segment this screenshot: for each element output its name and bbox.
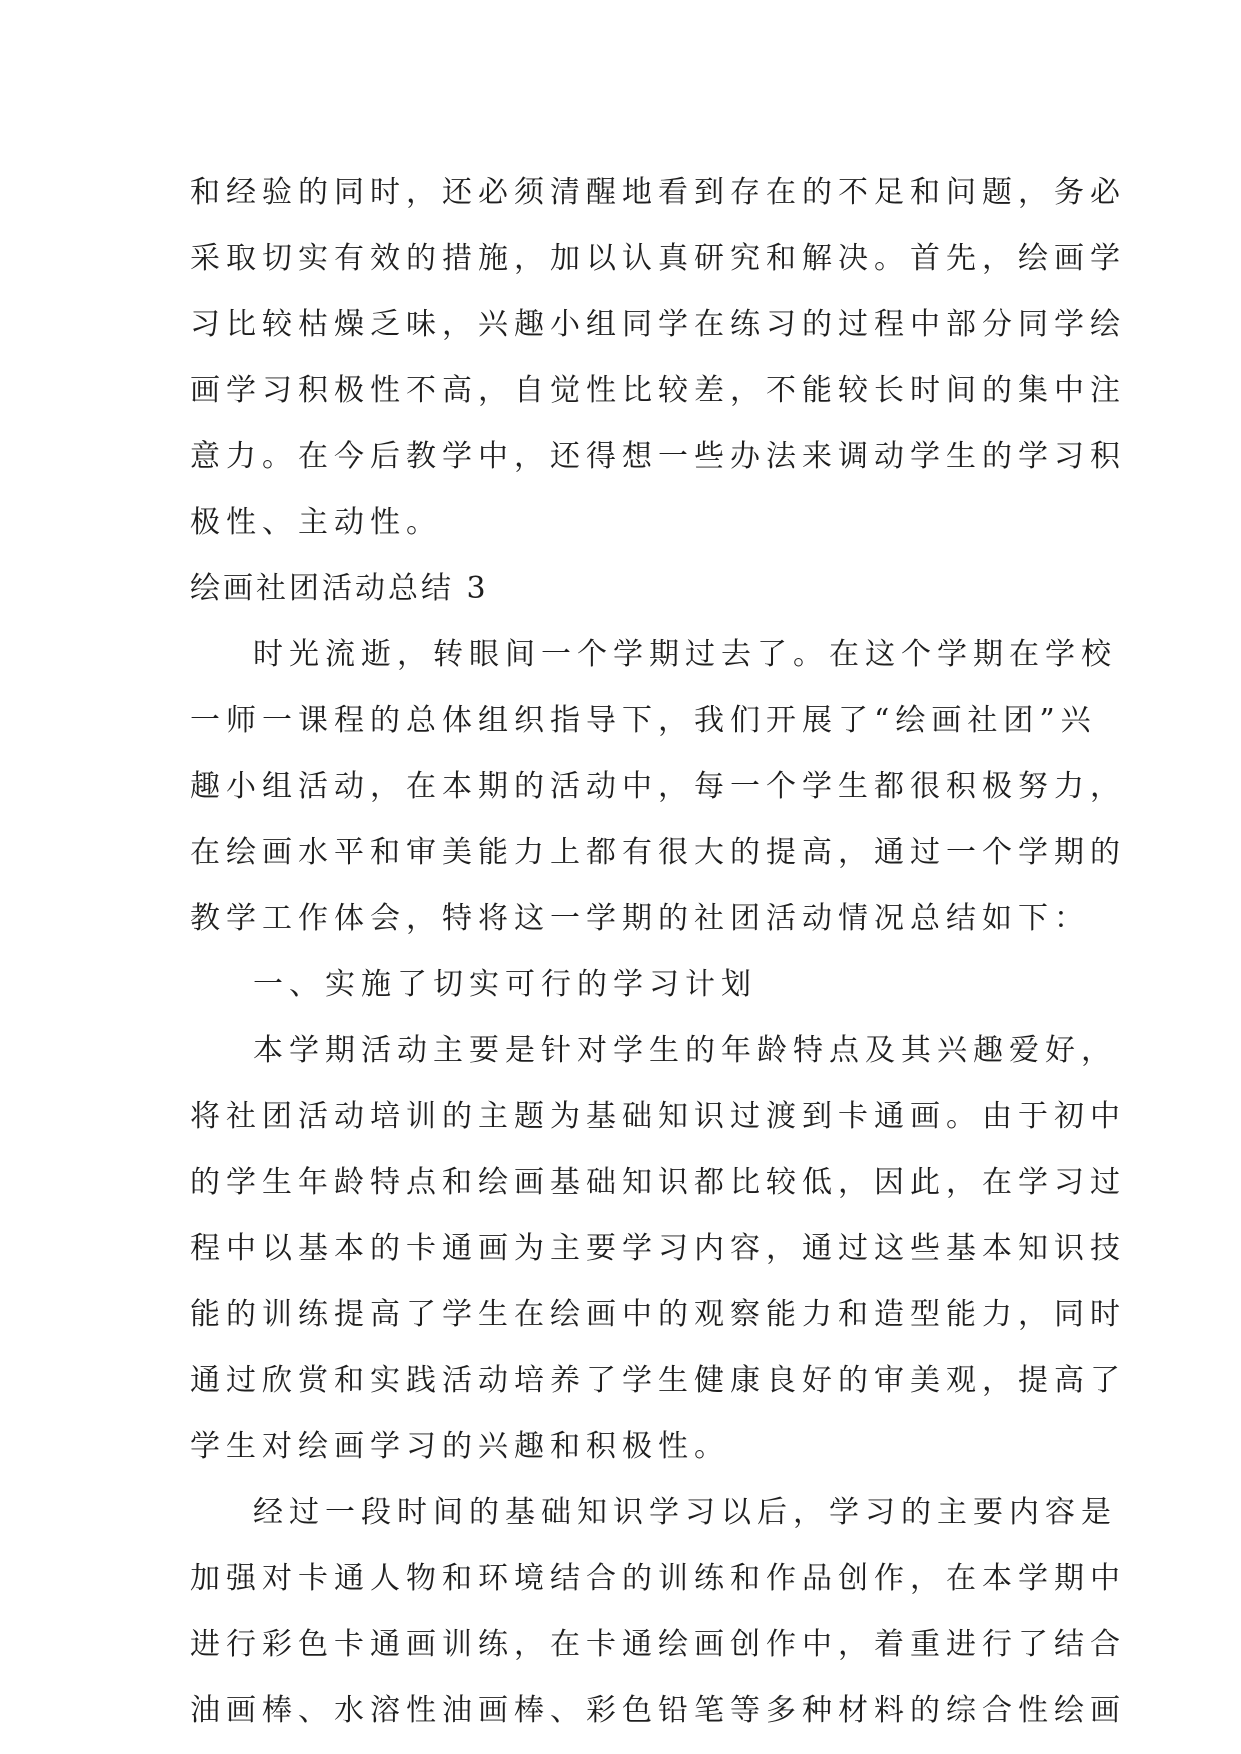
text-line: 能的训练提高了学生在绘画中的观察能力和造型能力，同时 <box>190 1297 1126 1332</box>
text-line: 加强对卡通人物和环境结合的训练和作品创作，在本学期中 <box>190 1561 1126 1596</box>
text-line: 画学习积极性不高，自觉性比较差，不能较长时间的集中注 <box>190 373 1126 408</box>
text-line: 油画棒、水溶性油画棒、彩色铅笔等多种材料的综合性绘画 <box>190 1693 1126 1728</box>
text-line: 学生对绘画学习的兴趣和积极性。 <box>190 1429 730 1464</box>
text-line: 通过欣赏和实践活动培养了学生健康良好的审美观，提高了 <box>190 1363 1126 1398</box>
subsection-heading: 一、实施了切实可行的学习计划 <box>253 967 757 1002</box>
text-line: 在绘画水平和审美能力上都有很大的提高，通过一个学期的 <box>190 835 1126 870</box>
document-page <box>190 160 1126 1744</box>
paragraph-first-line: 时光流逝，转眼间一个学期过去了。在这个学期在学校 <box>253 637 1117 672</box>
text-line: 的学生年龄特点和绘画基础知识都比较低，因此，在学习过 <box>190 1165 1126 1200</box>
text-line: 趣小组活动，在本期的活动中，每一个学生都很积极努力， <box>190 769 1126 804</box>
text-line: 程中以基本的卡通画为主要学习内容，通过这些基本知识技 <box>190 1231 1126 1266</box>
text-line: 习比较枯燥乏味，兴趣小组同学在练习的过程中部分同学绘 <box>190 307 1126 342</box>
text-line: 一师一课程的总体组织指导下，我们开展了“绘画社团”兴 <box>190 703 1097 738</box>
text-line: 采取切实有效的措施，加以认真研究和解决。首先，绘画学 <box>190 241 1126 276</box>
paragraph-first-line: 本学期活动主要是针对学生的年龄特点及其兴趣爱好， <box>253 1033 1117 1068</box>
text-line: 和经验的同时，还必须清醒地看到存在的不足和问题，务必 <box>190 175 1126 210</box>
text-line: 教学工作体会，特将这一学期的社团活动情况总结如下： <box>190 901 1090 936</box>
section-heading: 绘画社团活动总结 3 <box>190 571 489 606</box>
text-line: 将社团活动培训的主题为基础知识过渡到卡通画。由于初中 <box>190 1099 1126 1134</box>
text-line: 极性、主动性。 <box>190 505 442 540</box>
text-line: 进行彩色卡通画训练，在卡通绘画创作中，着重进行了结合 <box>190 1627 1126 1662</box>
text-line: 意力。在今后教学中，还得想一些办法来调动学生的学习积 <box>190 439 1126 474</box>
paragraph-first-line: 经过一段时间的基础知识学习以后，学习的主要内容是 <box>253 1495 1117 1530</box>
